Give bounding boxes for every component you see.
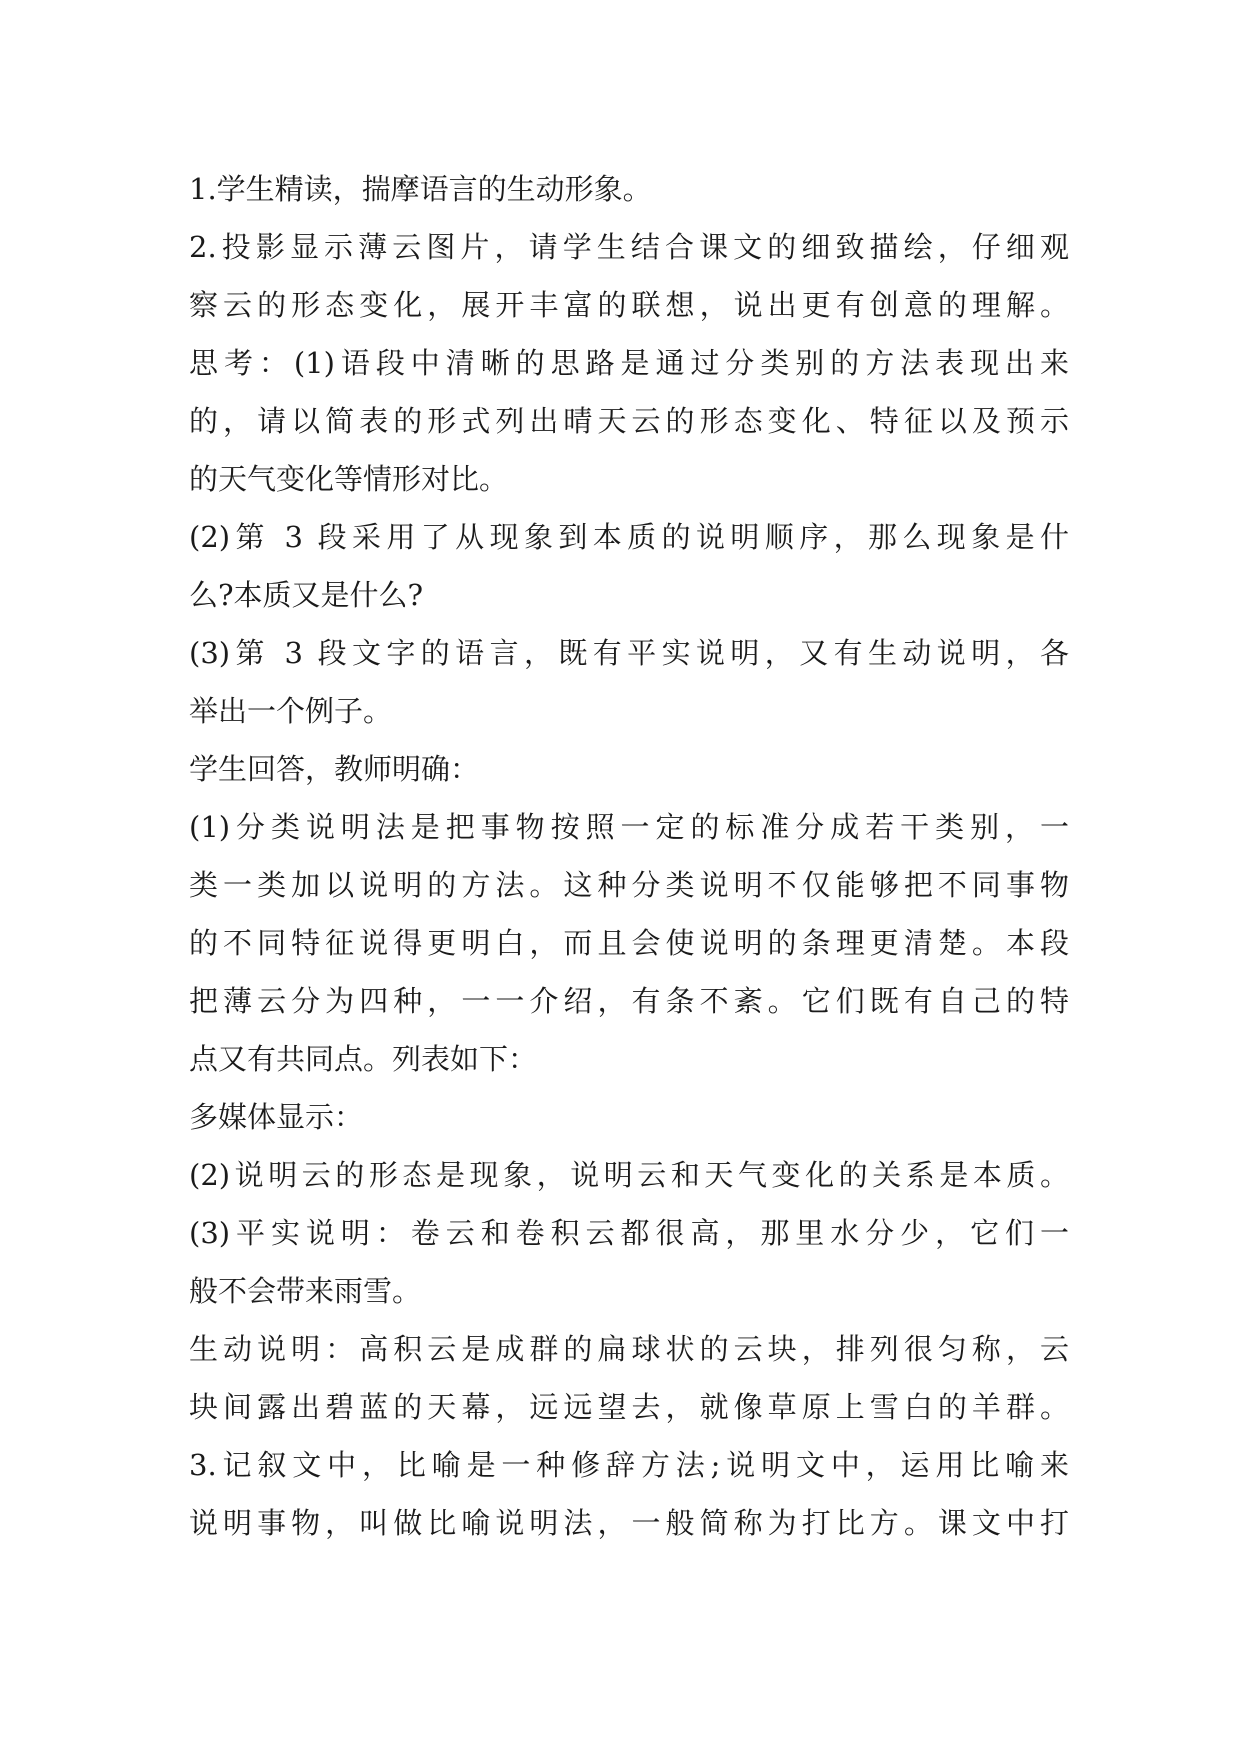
text-line: 把薄云分为四种，一一介绍，有条不紊。它们既有自己的特: [189, 984, 1069, 1018]
text-line: 3.记叙文中，比喻是一种修辞方法;说明文中，运用比喻来: [189, 1448, 1069, 1482]
document-body: [189, 160, 1069, 1552]
text-line: 块间露出碧蓝的天幕，远远望去，就像草原上雪白的羊群。: [189, 1390, 1069, 1424]
text-line: 的不同特征说得更明白，而且会使说明的条理更清楚。本段: [189, 926, 1069, 960]
text-line: 的天气变化等情形对比。: [189, 462, 509, 496]
text-line: 般不会带来雨雪。: [189, 1274, 422, 1308]
text-line: (1)分类说明法是把事物按照一定的标准分成若干类别，一: [189, 810, 1069, 844]
text-line: 点又有共同点。列表如下：: [189, 1042, 538, 1076]
text-line: (3)平实说明：卷云和卷积云都很高，那里水分少，它们一: [189, 1216, 1069, 1250]
text-line: 的，请以简表的形式列出晴天云的形态变化、特征以及预示: [189, 404, 1069, 438]
text-line: 思考：(1)语段中清晰的思路是通过分类别的方法表现出来: [189, 346, 1069, 380]
text-line: (3)第 3 段文字的语言，既有平实说明，又有生动说明，各: [189, 636, 1069, 670]
text-line: 类一类加以说明的方法。这种分类说明不仅能够把不同事物: [189, 868, 1069, 902]
text-line: 2.投影显示薄云图片，请学生结合课文的细致描绘，仔细观: [189, 230, 1069, 264]
text-line: 说明事物，叫做比喻说明法，一般简称为打比方。课文中打: [189, 1506, 1069, 1540]
text-line: 举出一个例子。: [189, 694, 393, 728]
text-line: (2)说明云的形态是现象，说明云和天气变化的关系是本质。: [189, 1158, 1069, 1192]
text-line: 多媒体显示：: [189, 1100, 364, 1134]
text-line: 1.学生精读，揣摩语言的生动形象。: [189, 172, 652, 206]
text-line: 察云的形态变化，展开丰富的联想，说出更有创意的理解。: [189, 288, 1069, 322]
text-line: 学生回答，教师明确：: [189, 752, 480, 786]
text-line: (2)第 3 段采用了从现象到本质的说明顺序，那么现象是什: [189, 520, 1069, 554]
text-line: 生动说明：高积云是成群的扁球状的云块，排列很匀称，云: [189, 1332, 1069, 1366]
text-line: 么?本质又是什么?: [189, 578, 424, 612]
